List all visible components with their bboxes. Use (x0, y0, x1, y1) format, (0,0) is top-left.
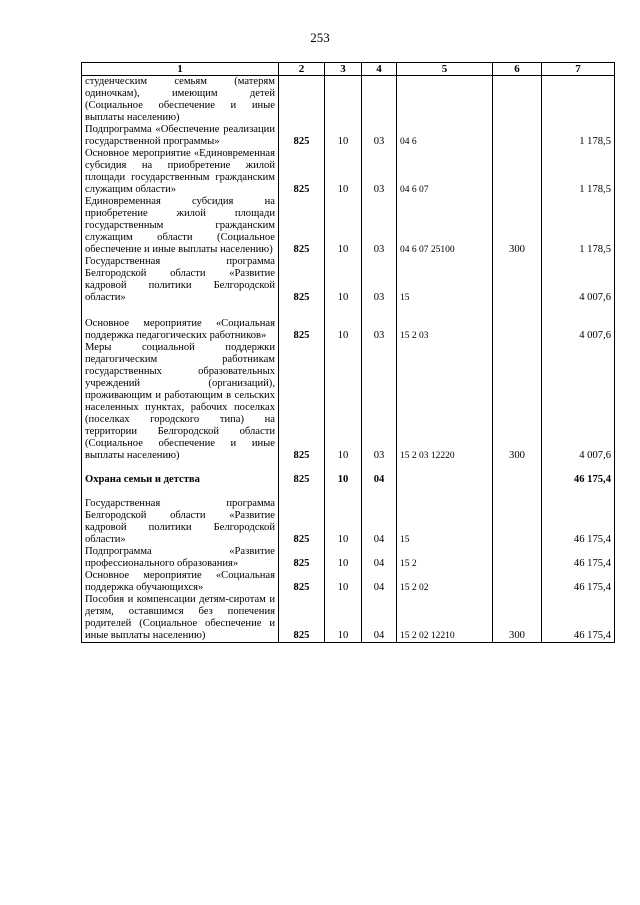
row-expense-type: 300 (493, 196, 542, 256)
row-admin: 825 (279, 570, 325, 594)
table-row (82, 594, 615, 643)
row-subsection: 04 (362, 486, 397, 546)
row-name: Меры социальной поддержки педагогическим работникам государственных образовательных учреждений (организаций), проживающим и работающим в сельских населенных пунктах, рабочих поселках (поселках городского типа) на территории Белгородской области (Социальное обеспечение и иные выплаты населению) (82, 342, 279, 462)
row-name: Основное мероприятие «Социальная поддержка педагогических работников» (82, 304, 279, 342)
row-section: 10 (325, 148, 362, 196)
row-admin: 825 (279, 256, 325, 304)
table-row (82, 570, 615, 594)
row-admin (279, 76, 325, 125)
row-expense-type (493, 76, 542, 125)
row-admin: 825 (279, 546, 325, 570)
header-col-1: 1 (82, 63, 279, 76)
row-expense-type: 300 (493, 342, 542, 462)
row-section: 10 (325, 304, 362, 342)
row-target: 15 2 (397, 546, 493, 570)
row-amount: 4 007,6 (542, 342, 615, 462)
row-subsection: 03 (362, 304, 397, 342)
header-col-6: 6 (493, 63, 542, 76)
row-target: 15 (397, 256, 493, 304)
row-expense-type (493, 304, 542, 342)
row-section: 10 (325, 342, 362, 462)
row-subsection: 04 (362, 462, 397, 486)
row-target (397, 462, 493, 486)
row-section: 10 (325, 486, 362, 546)
row-admin: 825 (279, 304, 325, 342)
row-amount: 46 175,4 (542, 486, 615, 546)
table-row (82, 304, 615, 342)
table-row (82, 196, 615, 256)
row-target: 15 2 02 (397, 570, 493, 594)
row-subsection: 04 (362, 546, 397, 570)
row-amount: 46 175,4 (542, 546, 615, 570)
row-amount: 1 178,5 (542, 196, 615, 256)
row-target: 15 2 03 12220 (397, 342, 493, 462)
row-name: Государственная программа Белгородской области «Развитие кадровой политики Белгородской области» (82, 486, 279, 546)
row-target: 04 6 07 (397, 148, 493, 196)
table-row (82, 462, 615, 486)
row-section: 10 (325, 124, 362, 148)
row-amount: 1 178,5 (542, 148, 615, 196)
row-amount: 46 175,4 (542, 594, 615, 643)
row-amount: 1 178,5 (542, 124, 615, 148)
row-admin: 825 (279, 594, 325, 643)
row-section: 10 (325, 546, 362, 570)
row-target: 15 2 02 12210 (397, 594, 493, 643)
budget-table (81, 62, 615, 643)
row-expense-type (493, 256, 542, 304)
row-section: 10 (325, 570, 362, 594)
row-subsection (362, 76, 397, 125)
row-expense-type (493, 486, 542, 546)
row-subsection: 03 (362, 196, 397, 256)
row-subsection: 03 (362, 256, 397, 304)
row-amount (542, 76, 615, 125)
header-col-2: 2 (279, 63, 325, 76)
row-amount: 46 175,4 (542, 462, 615, 486)
header-col-3: 3 (325, 63, 362, 76)
row-target: 04 6 (397, 124, 493, 148)
row-subsection: 03 (362, 124, 397, 148)
header-col-5: 5 (397, 63, 493, 76)
page-number: 253 (310, 30, 330, 45)
row-expense-type (493, 462, 542, 486)
row-target (397, 76, 493, 125)
row-section: 10 (325, 462, 362, 486)
row-expense-type (493, 124, 542, 148)
row-expense-type (493, 546, 542, 570)
row-name: Государственная программа Белгородской области «Развитие кадровой политики Белгородской области» (82, 256, 279, 304)
row-subsection: 04 (362, 594, 397, 643)
table-row (82, 256, 615, 304)
row-admin: 825 (279, 148, 325, 196)
table-row (82, 124, 615, 148)
row-admin: 825 (279, 486, 325, 546)
header-row (82, 63, 615, 76)
table-row (82, 342, 615, 462)
row-amount: 4 007,6 (542, 256, 615, 304)
row-admin: 825 (279, 196, 325, 256)
row-target: 04 6 07 25100 (397, 196, 493, 256)
row-section: 10 (325, 196, 362, 256)
table-row (82, 546, 615, 570)
row-name: Основное мероприятие «Единовременная субсидия на приобретение жилой площади государственным гражданским служащим области» (82, 148, 279, 196)
row-admin: 825 (279, 342, 325, 462)
row-name: Основное мероприятие «Социальная поддержка обучающихся» (82, 570, 279, 594)
row-section: 10 (325, 594, 362, 643)
row-name: Пособия и компенсации детям-сиротам и детям, оставшимся без попечения родителей (Социальное обеспечение и иные выплаты населению) (82, 594, 279, 643)
row-name: Подпрограмма «Обеспечение реализации государственной программы» (82, 124, 279, 148)
row-subsection: 03 (362, 342, 397, 462)
table-row (82, 486, 615, 546)
header-col-7: 7 (542, 63, 615, 76)
row-amount: 4 007,6 (542, 304, 615, 342)
row-target: 15 (397, 486, 493, 546)
row-expense-type: 300 (493, 594, 542, 643)
table-row (82, 76, 615, 125)
row-subsection: 04 (362, 570, 397, 594)
row-target: 15 2 03 (397, 304, 493, 342)
row-name: студенческим семьям (матерям одиночкам), имеющим детей (Социальное обеспечение и иные выплаты населению) (82, 76, 279, 125)
row-expense-type (493, 570, 542, 594)
row-name: Подпрограмма «Развитие профессионального образования» (82, 546, 279, 570)
row-amount: 46 175,4 (542, 570, 615, 594)
row-admin: 825 (279, 462, 325, 486)
row-section: 10 (325, 256, 362, 304)
row-name: Единовременная субсидия на приобретение жилой площади государственным гражданским служащим области (Социальное обеспечение и иные выплаты населению) (82, 196, 279, 256)
row-expense-type (493, 148, 542, 196)
row-subsection: 03 (362, 148, 397, 196)
row-section (325, 76, 362, 125)
header-col-4: 4 (362, 63, 397, 76)
table-row (82, 148, 615, 196)
row-admin: 825 (279, 124, 325, 148)
row-name: Охрана семьи и детства (82, 462, 279, 486)
